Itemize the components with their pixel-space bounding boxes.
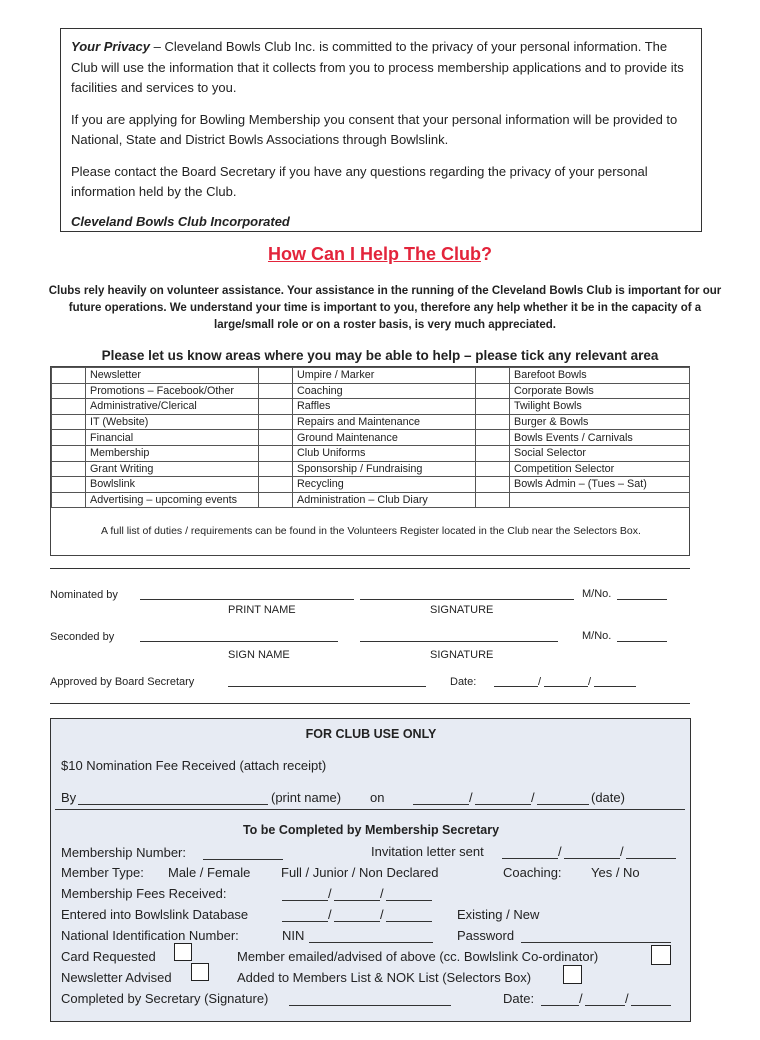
newsletter-advised-label: Newsletter Advised xyxy=(61,970,172,985)
divider xyxy=(50,568,690,569)
privacy-para1: – Cleveland Bowls Club Inc. is committed to the privacy of your personal information. The Club will use the information that it collects from you to process membership applications and to provide its facilities and services to you. xyxy=(71,39,684,95)
club-use-box xyxy=(50,718,691,1022)
tick-box[interactable] xyxy=(259,430,293,446)
nominator-mno-line[interactable] xyxy=(617,599,667,600)
help-title: How Can I Help The Club? xyxy=(267,244,492,264)
seconder-signature-line[interactable] xyxy=(360,641,558,642)
approval-date-label: Date: xyxy=(450,676,477,688)
date-slash: / xyxy=(531,790,535,805)
tick-box[interactable] xyxy=(259,477,293,493)
date-slash: / xyxy=(625,991,629,1006)
date-slash: / xyxy=(469,790,473,805)
signature-caption-2: SIGNATURE xyxy=(430,649,494,661)
tick-box[interactable] xyxy=(52,477,86,493)
tick-box[interactable] xyxy=(259,492,293,508)
tick-box[interactable] xyxy=(259,461,293,477)
newsletter-advised-checkbox[interactable] xyxy=(191,963,209,981)
completed-date-month[interactable] xyxy=(585,1005,625,1006)
volunteer-row xyxy=(52,414,690,430)
tick-box[interactable] xyxy=(259,445,293,461)
national-id-label: National Identification Number: xyxy=(61,928,239,943)
volunteer-area-label: Recycling xyxy=(293,477,476,493)
tick-box[interactable] xyxy=(259,414,293,430)
male-female-option[interactable]: Male / Female xyxy=(168,865,251,880)
by-label: By xyxy=(61,790,77,805)
member-emailed-checkbox[interactable] xyxy=(651,945,671,965)
volunteer-area-label xyxy=(510,492,690,508)
volunteer-row xyxy=(52,399,690,415)
volunteer-area-label: Administrative/Clerical xyxy=(86,399,259,415)
invitation-date-year[interactable] xyxy=(626,858,676,859)
tick-box[interactable] xyxy=(52,399,86,415)
existing-new-option[interactable]: Existing / New xyxy=(457,907,540,922)
help-intro: Clubs rely heavily on volunteer assistance. Your assistance in the running of the Cleveland Bowls Club is important for our future operations. We understand your time is important to you, therefore any help whether it be in the capacity of a large/small role or on a roster basis, is very much appreciated. xyxy=(48,285,722,331)
tick-box[interactable] xyxy=(52,461,86,477)
nominator-name-line[interactable] xyxy=(140,599,354,600)
volunteer-row xyxy=(52,477,690,493)
date-slash: / xyxy=(620,844,624,859)
date-slash: / xyxy=(588,676,592,688)
approved-by-label: Approved by Board Secretary xyxy=(50,676,195,688)
tick-heading: Please let us know areas where you may be able to help – please tick any relevant area xyxy=(101,348,659,363)
added-members-checkbox[interactable] xyxy=(563,965,582,984)
nin-label: NIN xyxy=(282,928,305,943)
tick-box[interactable] xyxy=(476,399,510,415)
membership-number-label: Membership Number: xyxy=(61,845,186,860)
completed-date-day[interactable] xyxy=(541,1005,579,1006)
invitation-date-month[interactable] xyxy=(564,858,620,859)
seconder-name-line[interactable] xyxy=(140,641,338,642)
volunteer-area-label: Sponsorship / Fundraising xyxy=(293,461,476,477)
date-slash: / xyxy=(380,907,384,922)
volunteer-area-label: Repairs and Maintenance xyxy=(293,414,476,430)
coaching-label: Coaching: xyxy=(503,865,562,880)
nin-line[interactable] xyxy=(309,942,433,943)
tick-box[interactable] xyxy=(52,492,86,508)
fee-date-day[interactable] xyxy=(413,804,469,805)
tick-box[interactable] xyxy=(476,461,510,477)
completed-date-label: Date: xyxy=(503,991,535,1006)
tick-box[interactable] xyxy=(52,414,86,430)
divider xyxy=(50,703,690,704)
volunteer-area-label: Promotions – Facebook/Other xyxy=(86,383,259,399)
bowlslink-date-month[interactable] xyxy=(334,921,380,922)
tick-box[interactable] xyxy=(476,477,510,493)
volunteer-row xyxy=(52,368,690,384)
nominated-by-label: Nominated by xyxy=(50,589,118,601)
volunteer-area-label: Burger & Bowls xyxy=(510,414,690,430)
volunteer-areas-table xyxy=(51,367,690,508)
volunteer-area-label: Coaching xyxy=(293,383,476,399)
privacy-para3: Please contact the Board Secretary if you have any questions regarding the privacy of your personal information held by the Club. xyxy=(71,163,648,199)
tick-box[interactable] xyxy=(259,368,293,384)
volunteer-area-label: Club Uniforms xyxy=(293,445,476,461)
volunteer-area-label: Barefoot Bowls xyxy=(510,368,690,384)
card-requested-label: Card Requested xyxy=(61,949,156,964)
volunteer-area-label: Twilight Bowls xyxy=(510,399,690,415)
divider xyxy=(55,809,685,810)
volunteer-note: A full list of duties / requirements can be found in the Volunteers Register located in the Club near the Selectors Box. xyxy=(101,525,641,537)
volunteer-area-label: Bowls Events / Carnivals xyxy=(510,430,690,446)
date-paren: (date) xyxy=(591,790,625,805)
tick-box[interactable] xyxy=(52,445,86,461)
volunteer-row xyxy=(52,461,690,477)
volunteer-area-label: Umpire / Marker xyxy=(293,368,476,384)
tick-box[interactable] xyxy=(259,383,293,399)
volunteer-area-label: Raffles xyxy=(293,399,476,415)
approval-date-month[interactable] xyxy=(544,686,588,687)
volunteer-area-label: Bowlslink xyxy=(86,477,259,493)
added-members-label: Added to Members List & NOK List (Selectors Box) xyxy=(237,970,532,985)
tick-box[interactable] xyxy=(476,492,510,508)
volunteer-area-label: Corporate Bowls xyxy=(510,383,690,399)
fee-date-year[interactable] xyxy=(537,804,589,805)
fees-date-year[interactable] xyxy=(386,900,432,901)
fee-received-label: $10 Nomination Fee Received (attach receipt) xyxy=(61,758,327,773)
password-line[interactable] xyxy=(521,942,671,943)
approval-date-day[interactable] xyxy=(494,686,538,687)
secretary-heading: To be Completed by Membership Secretary xyxy=(242,823,500,837)
on-label: on xyxy=(370,790,385,805)
privacy-section xyxy=(60,28,702,232)
seconder-mno-label: M/No. xyxy=(582,630,612,642)
tick-box[interactable] xyxy=(52,368,86,384)
tick-box[interactable] xyxy=(476,445,510,461)
tick-box[interactable] xyxy=(476,368,510,384)
volunteer-areas-box xyxy=(50,366,690,556)
fees-received-label: Membership Fees Received: xyxy=(61,886,227,901)
tick-box[interactable] xyxy=(476,430,510,446)
privacy-para2: If you are applying for Bowling Membership you consent that your personal information will be provided to National, State and District Bowls Associations through Bowlslink. xyxy=(71,111,678,147)
entered-bowlslink-label: Entered into Bowlslink Database xyxy=(61,907,249,922)
volunteer-area-label: Ground Maintenance xyxy=(293,430,476,446)
tick-box[interactable] xyxy=(52,383,86,399)
completed-date-year[interactable] xyxy=(631,1005,671,1006)
nominator-signature-line[interactable] xyxy=(360,599,574,600)
invitation-letter-label: Invitation letter sent xyxy=(371,844,484,859)
completed-by-label: Completed by Secretary (Signature) xyxy=(61,991,269,1006)
date-slash: / xyxy=(538,676,542,688)
tick-box[interactable] xyxy=(476,383,510,399)
fee-date-month[interactable] xyxy=(475,804,531,805)
password-label: Password xyxy=(457,928,515,943)
volunteer-row xyxy=(52,430,690,446)
volunteer-area-label: Newsletter xyxy=(86,368,259,384)
volunteer-area-label: Membership xyxy=(86,445,259,461)
approver-line[interactable] xyxy=(228,686,426,687)
sign-name-caption: SIGN NAME xyxy=(228,649,290,661)
volunteer-area-label: Competition Selector xyxy=(510,461,690,477)
full-junior-option[interactable]: Full / Junior / Non Declared xyxy=(281,865,439,880)
date-slash: / xyxy=(328,907,332,922)
volunteer-area-label: Social Selector xyxy=(510,445,690,461)
seconded-by-label: Seconded by xyxy=(50,631,115,643)
member-emailed-label: Member emailed/advised of above (cc. Bowlslink Co-ordinator) xyxy=(237,949,599,964)
bowlslink-date-day[interactable] xyxy=(282,921,328,922)
nominator-mno-label: M/No. xyxy=(582,588,612,600)
volunteer-row xyxy=(52,383,690,399)
signature-caption: SIGNATURE xyxy=(430,604,494,616)
fees-date-month[interactable] xyxy=(334,900,380,901)
volunteer-area-label: Grant Writing xyxy=(86,461,259,477)
seconder-mno-line[interactable] xyxy=(617,641,667,642)
volunteer-area-label: IT (Website) xyxy=(86,414,259,430)
date-slash: / xyxy=(380,886,384,901)
club-use-title: FOR CLUB USE ONLY xyxy=(305,727,437,741)
invitation-date-day[interactable] xyxy=(502,858,558,859)
volunteer-row xyxy=(52,492,690,508)
tick-box[interactable] xyxy=(259,399,293,415)
privacy-signoff: Cleveland Bowls Club Incorporated xyxy=(71,213,290,229)
volunteer-area-label: Financial xyxy=(86,430,259,446)
date-slash: / xyxy=(328,886,332,901)
volunteer-row xyxy=(52,445,690,461)
member-type-label: Member Type: xyxy=(61,865,144,880)
by-name-line[interactable] xyxy=(78,804,268,805)
print-name-caption: PRINT NAME xyxy=(228,604,296,616)
volunteer-area-label: Administration – Club Diary xyxy=(293,492,476,508)
print-name-paren: (print name) xyxy=(271,790,342,805)
tick-box[interactable] xyxy=(476,414,510,430)
privacy-heading: Your Privacy xyxy=(71,39,151,54)
volunteer-area-label: Bowls Admin – (Tues – Sat) xyxy=(510,477,690,493)
completed-by-signature-line[interactable] xyxy=(289,1005,451,1006)
fees-date-day[interactable] xyxy=(282,900,328,901)
date-slash: / xyxy=(558,844,562,859)
bowlslink-date-year[interactable] xyxy=(386,921,432,922)
approval-date-year[interactable] xyxy=(594,686,636,687)
membership-number-line[interactable] xyxy=(203,859,283,860)
coaching-yes-no-option[interactable]: Yes / No xyxy=(591,865,640,880)
card-requested-checkbox[interactable] xyxy=(174,943,192,961)
volunteer-area-label: Advertising – upcoming events xyxy=(86,492,259,508)
tick-box[interactable] xyxy=(52,430,86,446)
date-slash: / xyxy=(579,991,583,1006)
